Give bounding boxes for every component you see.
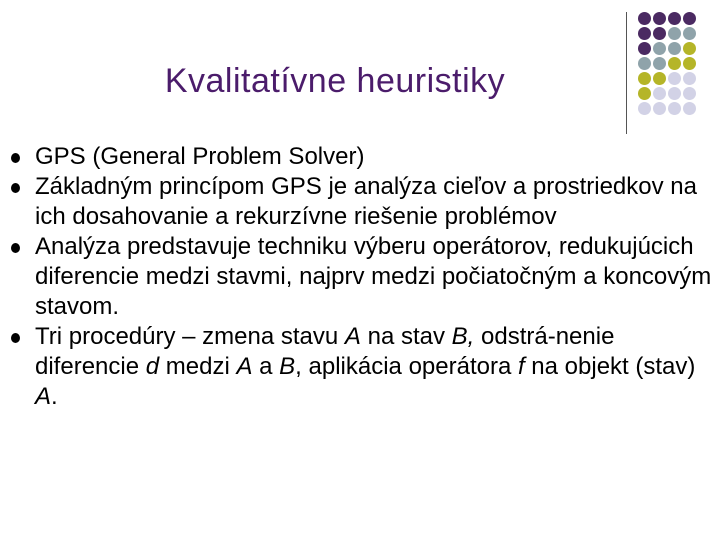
bullet-text: na objekt (stav) [524,353,696,380]
decorative-dot [653,42,666,55]
bullet-text: . [51,383,58,410]
bullet-text: Tri procedúry – zmena stavu [35,323,345,350]
bullet-text: A [344,323,361,350]
bullet-text: na stav [360,323,452,350]
decorative-dot [638,72,651,85]
decorative-dot [668,42,681,55]
bullet-dot-icon [11,153,20,163]
decorative-dot [638,87,651,100]
bullet-text: d [145,353,160,380]
decorative-dot [653,27,666,40]
slide-title: Kvalitatívne heuristiky [164,62,506,100]
decorative-dot [638,42,651,55]
decorative-dot [668,87,681,100]
decorative-dot [638,57,651,70]
decorative-dot [653,102,666,115]
title-divider [626,12,627,134]
decorative-dot [668,27,681,40]
decorative-dot [683,27,696,40]
decorative-dot [668,72,681,85]
bullet-dot-icon [11,333,20,343]
decorative-dot [668,57,681,70]
decorative-dot [653,87,666,100]
bullet-item [0,172,720,232]
bullet-list [0,142,720,412]
decorative-dot [683,57,696,70]
bullet-dot-icon [11,243,20,253]
decorative-dot [683,12,696,25]
bullet-text: f [517,353,525,380]
bullet-text: A [236,353,253,380]
bullet-text: , aplikácia operátora [295,353,518,380]
bullet-text: GPS (General Problem Solver) [35,143,365,170]
decorative-dot [683,87,696,100]
decorative-dot [653,72,666,85]
bullet-text: A [35,383,52,410]
decorative-dot [653,12,666,25]
decorative-dot [638,12,651,25]
decorative-dot [668,12,681,25]
decorative-dot [653,57,666,70]
decorative-dot [683,72,696,85]
decorative-dot [668,102,681,115]
decorative-dot [638,102,651,115]
decorative-dot [683,102,696,115]
bullet-item [0,322,720,412]
bullet-dot-icon [11,183,20,193]
bullet-item [0,232,720,322]
bullet-text: B, [451,323,475,350]
bullet-text: B [279,353,296,380]
bullet-text: Analýza predstavuje techniku výberu operátorov, redukujúcich diferencie medzi stavmi, najprv medzi počiatočným a koncovým stavom. [35,233,712,320]
bullet-text: odstrá-nenie diferencie [35,323,615,380]
decorative-dot [683,42,696,55]
bullet-text: Základným princípom GPS je analýza cieľov a prostriedkov na ich dosahovanie a rekurzívne riešenie problémov [35,173,697,230]
decorative-dot [638,27,651,40]
bullet-item [0,142,720,172]
bullet-text: a [252,353,280,380]
decorative-dot-grid [638,12,720,122]
bullet-text: medzi [159,353,237,380]
